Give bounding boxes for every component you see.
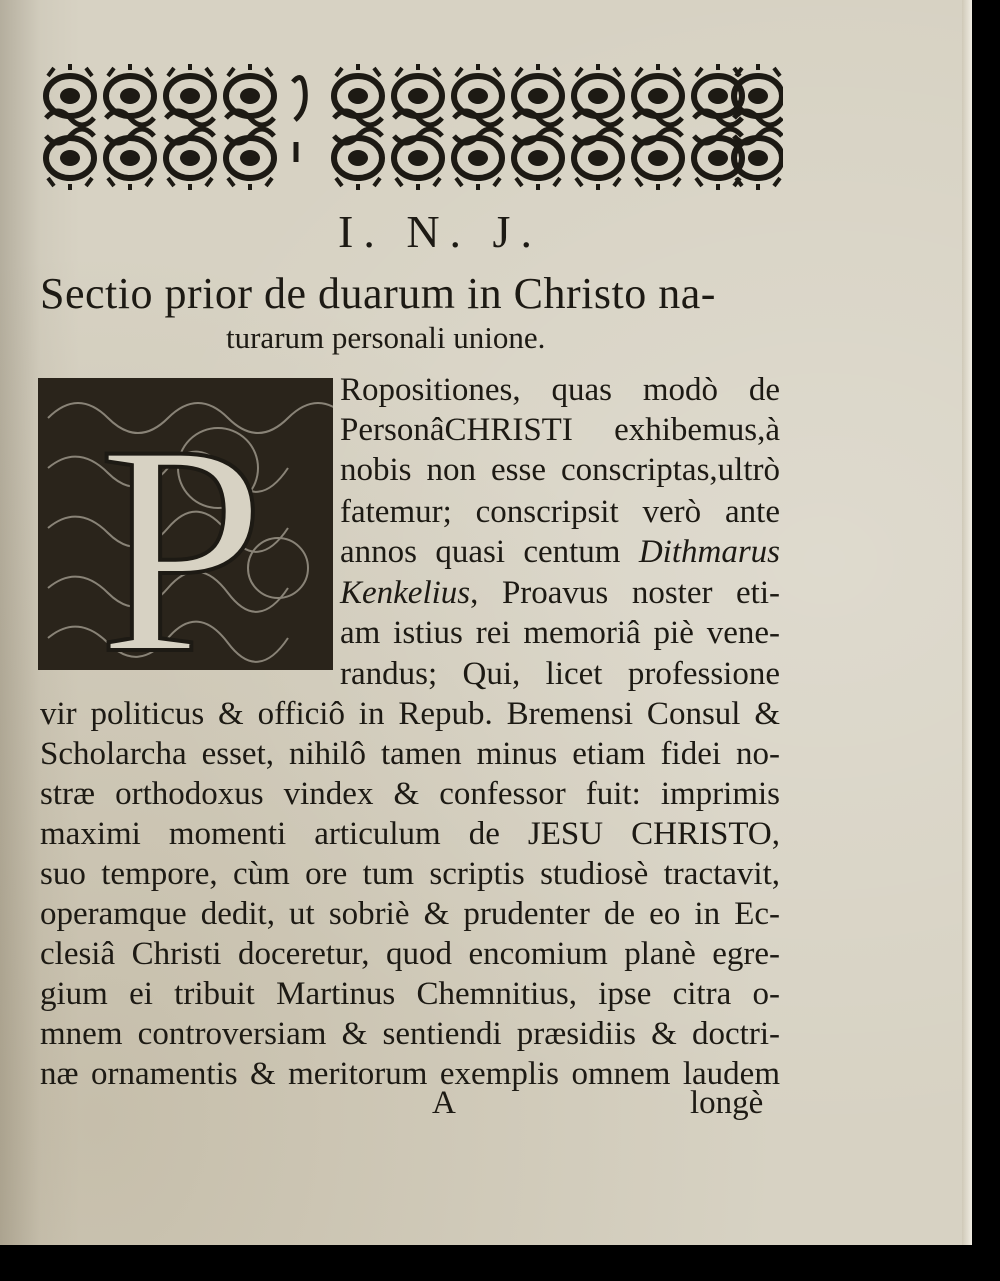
text-line: vir politicus & officiô in Repub. Bremensi Consul & xyxy=(40,696,780,732)
author-name: Dithmarus xyxy=(638,534,780,570)
section-title-line-1: Sectio prior de duarum in Christo na- xyxy=(40,269,716,318)
text-line: Kenkelius, Proavus noster eti- xyxy=(340,575,780,611)
text-line: næ ornamentis & meritorum exemplis omnem laudem xyxy=(40,1056,780,1092)
text-line: PersonâCHRISTI exhibemus,à xyxy=(340,412,780,448)
text-line: Scholarcha esset, nihilô tamen minus etiam fidei no- xyxy=(40,736,780,772)
text-line: maximi momenti articulum de JESU CHRISTO, xyxy=(40,816,780,852)
decorated-initial xyxy=(38,378,333,670)
signature-mark: A xyxy=(432,1085,456,1121)
text-line: nobis non esse conscriptas,ultrò xyxy=(340,452,780,488)
woodcut-initial-icon xyxy=(38,378,333,670)
page-edge xyxy=(962,0,972,1245)
text-line: annos quasi centum Dithmarus xyxy=(340,534,780,570)
text-line: operamque dedit, ut sobriè & prudenter de eo in Ec- xyxy=(40,896,780,932)
text-line: stræ orthodoxus vindex & confessor fuit: imprimis xyxy=(40,776,780,812)
text-line: mnem controversiam & sentiendi præsidiis & doctri- xyxy=(40,1016,780,1052)
invocation-heading: I. N. J. xyxy=(338,206,542,257)
headpiece-ornament-icon xyxy=(38,62,783,192)
text-line: suo tempore, cùm ore tum scriptis studiosè tractavit, xyxy=(40,856,780,892)
author-name: Kenkelius xyxy=(340,575,471,611)
section-title-line-2: turarum personali unione. xyxy=(226,320,546,355)
initial-letter: P xyxy=(98,383,265,670)
text-line: fatemur; conscripsit verò ante xyxy=(340,494,780,530)
text-line: Ropositiones, quas modò de xyxy=(340,372,780,408)
text-line: gium ei tribuit Martinus Chemnitius, ipse citra o- xyxy=(40,976,780,1012)
text-line: am istius rei memoriâ piè vene- xyxy=(340,615,780,651)
decorative-headpiece xyxy=(38,62,783,192)
catchword: longè xyxy=(690,1085,764,1121)
text-line: clesiâ Christi doceretur, quod encomium planè egre- xyxy=(40,936,780,972)
text-line: randus; Qui, licet professione xyxy=(340,656,780,692)
